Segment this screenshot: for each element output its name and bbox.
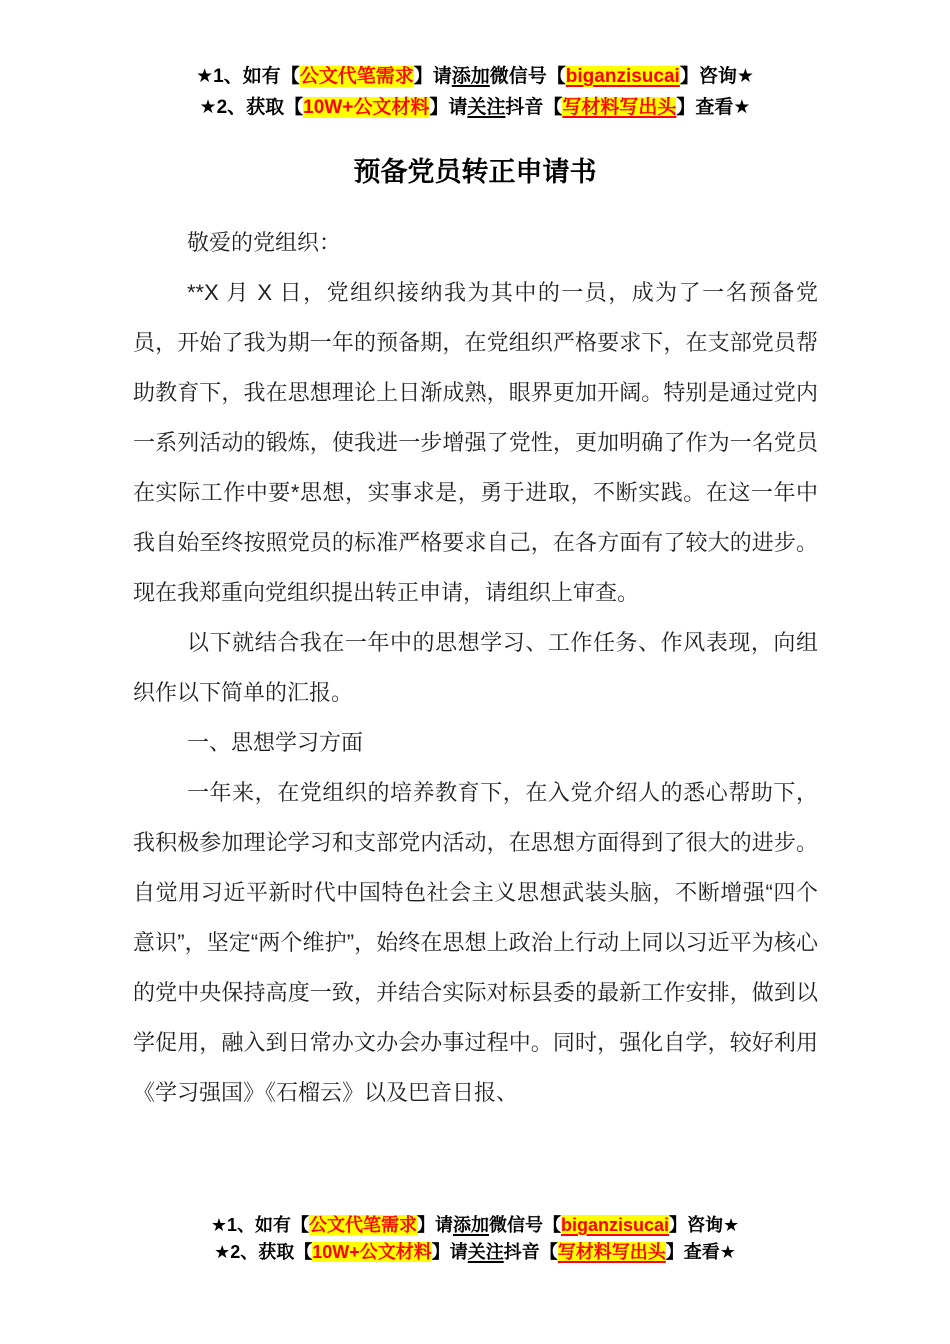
header-promo [0, 61, 950, 123]
paragraph: **X 月 X 日，党组织接纳我为其中的一员，成为了一名预备党员，开始了我为期一年的预备期，在党组织严格要求下，在支部党员帮助教育下，我在思想理论上日渐成熟，眼界更加开阔。特别是通过党内一系列活动的锻炼，使我进一步增强了党性，更加明确了作为一名党员在实际工作中要*思想，实事求是，勇于进取，不断实践。在这一年中我自始至终按照党员的标准严格要求自己，在各方面有了较大的进步。现在我郑重向党组织提出转正申请，请组织上审查。 [133, 280, 818, 605]
promo-wechat-id: biganzisucai [560, 1215, 670, 1235]
paragraph: 以下就结合我在一年中的思想学习、工作任务、作风表现，向组织作以下简单的汇报。 [133, 630, 818, 705]
footer-promo [0, 1212, 950, 1266]
promo-text: 抖音【 [505, 97, 563, 118]
promo-text: 微信号【 [489, 66, 566, 87]
promo-douyin-id: 写材料写出头 [562, 97, 677, 118]
paragraph: 一年来，在党组织的培养教育下，在入党介绍人的悉心帮助下，我积极参加理论学习和支部党内活动，在思想方面得到了很大的进步。自觉用习近平新时代中国特色社会主义思想武装头脑，不断增强“四个意识”，坚定“两个维护”，始终在思想上政治上行动上同以习近平为核心的党中央保持高度一致，并结合实际对标县委的最新工作安排，做到以学促用，融入到日常办文办会办事过程中。同时，强化自学，较好利用《学习强国》《石榴云》以及巴音日报、 [133, 780, 818, 1105]
promo-text: 】请 [431, 1242, 468, 1262]
promo-underlined-text: 关注 [467, 97, 506, 118]
section-heading: 一、思想学习方面 [187, 730, 364, 755]
promo-highlight: 公文代笔需求 [299, 66, 414, 87]
promo-text: 抖音【 [503, 1242, 558, 1262]
header-promo-line-2 [0, 92, 950, 123]
promo-highlight: 10W+公文材料 [303, 97, 430, 118]
header-promo-line-1 [0, 61, 950, 92]
salutation: 敬爱的党组织： [187, 230, 342, 255]
promo-text: ★2、获取【 [214, 1242, 313, 1262]
promo-highlight: 10W+公文材料 [312, 1242, 432, 1262]
promo-text: 】咨询★ [679, 66, 754, 87]
footer-promo-line-2 [0, 1239, 950, 1266]
promo-underlined-text: 添加 [451, 66, 490, 87]
document-body [133, 218, 818, 1118]
promo-text: 】查看★ [676, 97, 751, 118]
promo-text: 】请 [429, 97, 468, 118]
footer-promo-line-1 [0, 1212, 950, 1239]
promo-underlined-text: 关注 [467, 1242, 504, 1262]
promo-text: ★2、获取【 [199, 97, 304, 118]
promo-wechat-id: biganzisucai [565, 66, 680, 87]
promo-text: 】咨询★ [669, 1215, 740, 1235]
promo-highlight: 公文代笔需求 [308, 1215, 417, 1235]
promo-underlined-text: 添加 [452, 1215, 489, 1235]
promo-text: ★1、如有【 [196, 66, 300, 87]
promo-text: 】请 [413, 66, 452, 87]
promo-text: ★1、如有【 [210, 1215, 309, 1235]
promo-text: 】请 [416, 1215, 453, 1235]
document-title: 预备党员转正申请书 [353, 157, 597, 187]
promo-text: 】查看★ [665, 1242, 736, 1262]
promo-douyin-id: 写材料写出头 [557, 1242, 666, 1262]
promo-text: 微信号【 [488, 1215, 561, 1235]
